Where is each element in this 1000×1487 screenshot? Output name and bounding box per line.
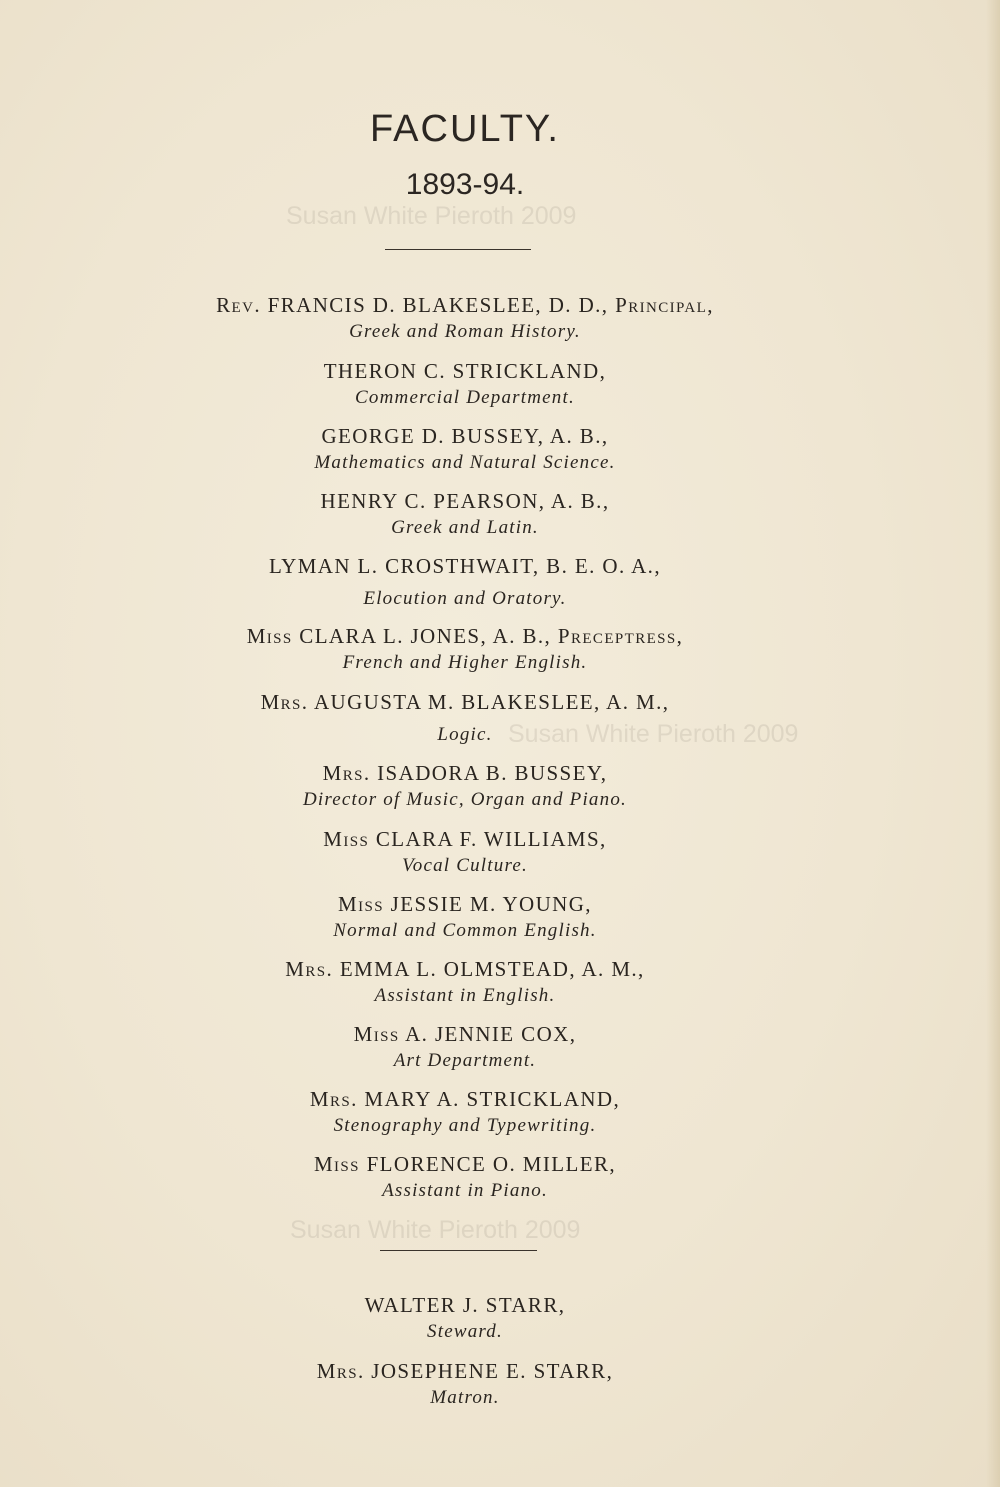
staff-name: JOSEPHENE E. STARR, (371, 1359, 614, 1383)
staff-role: Steward. (427, 1321, 503, 1342)
faculty-entry (0, 688, 930, 748)
faculty-name-line (0, 1085, 930, 1113)
staff-name: WALTER J. STARR, (364, 1293, 566, 1317)
faculty-role: Greek and Roman History. (349, 321, 581, 342)
name-prefix: Miss (353, 1022, 400, 1046)
faculty-name-line (0, 1150, 930, 1178)
faculty-entry (0, 357, 930, 411)
faculty-role: Commercial Department. (355, 387, 575, 408)
name-prefix: Mrs. (309, 1087, 358, 1111)
faculty-name: FLORENCE O. MILLER, (366, 1152, 617, 1176)
name-prefix: Miss (323, 827, 370, 851)
staff-entry (0, 1291, 930, 1345)
faculty-name: HENRY C. PEARSON, A. B., (320, 489, 610, 513)
faculty-name: AUGUSTA M. BLAKESLEE, A. M., (313, 690, 670, 714)
faculty-role: Elocution and Oratory. (363, 588, 567, 609)
staff-name-line (0, 1357, 930, 1385)
academic-year: 1893-94. (405, 168, 525, 201)
faculty-entry (0, 552, 930, 612)
faculty-name: JESSIE M. YOUNG, (390, 892, 592, 916)
faculty-entry (0, 1150, 930, 1204)
page-edge-shadow (986, 0, 1000, 1487)
faculty-entry (0, 291, 930, 345)
faculty-name: CLARA F. WILLIAMS, (375, 827, 607, 851)
faculty-role: Logic. (437, 724, 493, 745)
faculty-name-line (0, 291, 930, 319)
name-prefix: Miss (246, 624, 293, 648)
watermark-middle: Susan White Pieroth 2009 (508, 720, 799, 748)
faculty-entry (0, 825, 930, 879)
faculty-name: MARY A. STRICKLAND, (364, 1087, 621, 1111)
faculty-name: A. JENNIE COX, (405, 1022, 577, 1046)
faculty-entry (0, 422, 930, 476)
staff-role: Matron. (430, 1387, 500, 1408)
faculty-name-line (0, 688, 930, 716)
faculty-role: Greek and Latin. (391, 517, 539, 538)
faculty-name-line (0, 622, 930, 650)
faculty-name-line (0, 955, 930, 983)
faculty-name: ISADORA B. BUSSEY, (377, 761, 608, 785)
faculty-name: GEORGE D. BUSSEY, A. B., (321, 424, 609, 448)
faculty-role: Assistant in Piano. (382, 1180, 548, 1201)
faculty-name-line (0, 1020, 930, 1048)
faculty-role: Vocal Culture. (402, 855, 528, 876)
watermark-bottom: Susan White Pieroth 2009 (290, 1216, 581, 1244)
faculty-name: FRANCIS D. BLAKESLEE, D. D., (267, 293, 609, 317)
name-prefix: Miss (313, 1152, 360, 1176)
faculty-entry (0, 890, 930, 944)
faculty-role: French and Higher English. (342, 652, 588, 673)
faculty-entry (0, 1020, 930, 1074)
faculty-entry (0, 955, 930, 1009)
faculty-role: Director of Music, Organ and Piano. (303, 789, 627, 810)
faculty-title: Preceptress, (557, 624, 684, 648)
faculty-entry (0, 759, 930, 813)
watermark-top: Susan White Pieroth 2009 (286, 202, 577, 230)
name-prefix: Mrs. (316, 1359, 365, 1383)
faculty-name-line (0, 759, 930, 787)
faculty-entry (0, 487, 930, 541)
faculty-name: EMMA L. OLMSTEAD, A. M., (339, 957, 645, 981)
faculty-role: Mathematics and Natural Science. (314, 452, 616, 473)
faculty-role: Art Department. (393, 1050, 537, 1071)
name-prefix: Mrs. (285, 957, 334, 981)
staff-entry (0, 1357, 930, 1411)
faculty-role: Stenography and Typewriting. (333, 1115, 597, 1136)
faculty-entry (0, 622, 930, 676)
faculty-role: Normal and Common English. (333, 920, 597, 941)
name-prefix: Miss (338, 892, 384, 916)
faculty-name: LYMAN L. CROSTHWAIT, B. E. O. A., (269, 554, 661, 578)
name-prefix: Mrs. (260, 690, 309, 714)
faculty-name-line (0, 890, 930, 918)
faculty-name: CLARA L. JONES, A. B., (299, 624, 552, 648)
faculty-name: THERON C. STRICKLAND, (323, 359, 607, 383)
name-prefix: Mrs. (322, 761, 371, 785)
divider-top (385, 249, 531, 250)
divider-bottom (380, 1250, 537, 1251)
page-title: FACULTY. (370, 108, 560, 150)
faculty-role: Assistant in English. (374, 985, 556, 1006)
faculty-entry (0, 1085, 930, 1139)
faculty-name-line (0, 825, 930, 853)
name-prefix: Rev. (216, 293, 261, 317)
faculty-title: Principal, (615, 293, 714, 317)
